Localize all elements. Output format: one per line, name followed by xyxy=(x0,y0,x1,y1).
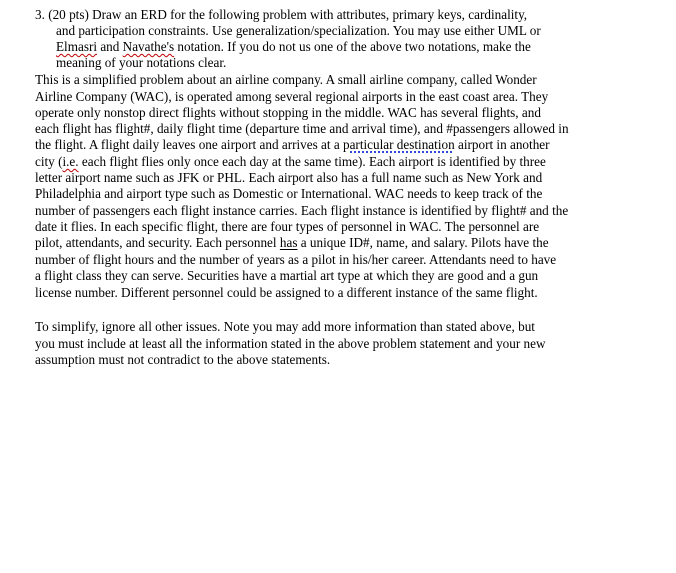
problem-line-7: letter airport name such as JFK or PHL. Each airport also has a full name such as New York and xyxy=(35,170,543,185)
problem-line-2: Airline Company (WAC), is operated among several regional airports in the east coast area. They xyxy=(35,89,549,104)
grammar-flag-destination: particular destination xyxy=(342,137,455,152)
problem-line-12: number of flight hours and the number of years as a pilot in his/her career. Attendants need to have xyxy=(35,252,557,267)
note-line-3: assumption must not contradict to the above statements. xyxy=(35,352,331,367)
problem-line-8: Philadelphia and airport type such as Domestic or International. WAC needs to keep track of the xyxy=(35,186,543,201)
problem-line-1: This is a simplified problem about an airline company. A small airline company, called Wonder xyxy=(35,72,537,87)
question-line-2: and participation constraints. Use generalization/specialization. You may use either UML or xyxy=(56,23,541,38)
problem-text-6c: each flight flies only once each day at the same time). Each airport is identified by three xyxy=(78,154,546,169)
question-line-1 xyxy=(35,7,527,23)
problem-line-6 xyxy=(35,154,546,170)
problem-text-6a: city ( xyxy=(35,154,63,169)
problem-line-9: number of passengers each flight instance carries. Each flight instance is identified by flight# and the xyxy=(35,203,569,218)
question-text-3d: notation. If you do not us one of the above two notations, make the xyxy=(174,39,531,54)
problem-line-10: date it flies. In each specific flight, there are four types of personnel in WAC. The personnel are xyxy=(35,219,540,234)
problem-text-5a: the flight. A flight daily leaves one airport and arrives at a xyxy=(35,137,343,152)
problem-text-11c: a unique ID#, name, and salary. Pilots have the xyxy=(297,235,549,250)
question-line-3 xyxy=(56,39,531,55)
problem-line-4: each flight has flight#, daily flight time (departure time and arrival time), and #passengers allowed in xyxy=(35,121,569,136)
question-line-4: meaning of your notations clear. xyxy=(56,55,227,70)
underlined-word-has: has xyxy=(279,235,298,250)
problem-line-13: a flight class they can serve. Securities have a martial art type at which they are good and a gun xyxy=(35,268,539,283)
problem-line-11 xyxy=(35,235,549,251)
misspelled-word-elmasri: Elmasri xyxy=(56,39,98,54)
problem-line-14: license number. Different personnel could be assigned to a different instance of the same flight. xyxy=(35,285,538,300)
misspelled-word-ie: i.e. xyxy=(62,154,79,169)
problem-text-11a: pilot, attendants, and security. Each personnel xyxy=(35,235,280,250)
note-line-2: you must include at least all the information stated in the above problem statement and your new xyxy=(35,336,546,351)
question-text-3b: and xyxy=(97,39,123,54)
problem-line-5 xyxy=(35,137,550,153)
question-text-1: (20 pts) Draw an ERD for the following problem with attributes, primary keys, cardinality, xyxy=(48,7,528,22)
question-number: 3. xyxy=(35,7,45,22)
note-line-1: To simplify, ignore all other issues. Note you may add more information than stated above, but xyxy=(35,319,535,334)
problem-text-5c: airport in another xyxy=(454,137,550,152)
misspelled-word-navathe: Navathe's xyxy=(122,39,175,54)
problem-line-3: operate only nonstop direct flights without stopping in the middle. WAC has several flights, and xyxy=(35,105,541,120)
